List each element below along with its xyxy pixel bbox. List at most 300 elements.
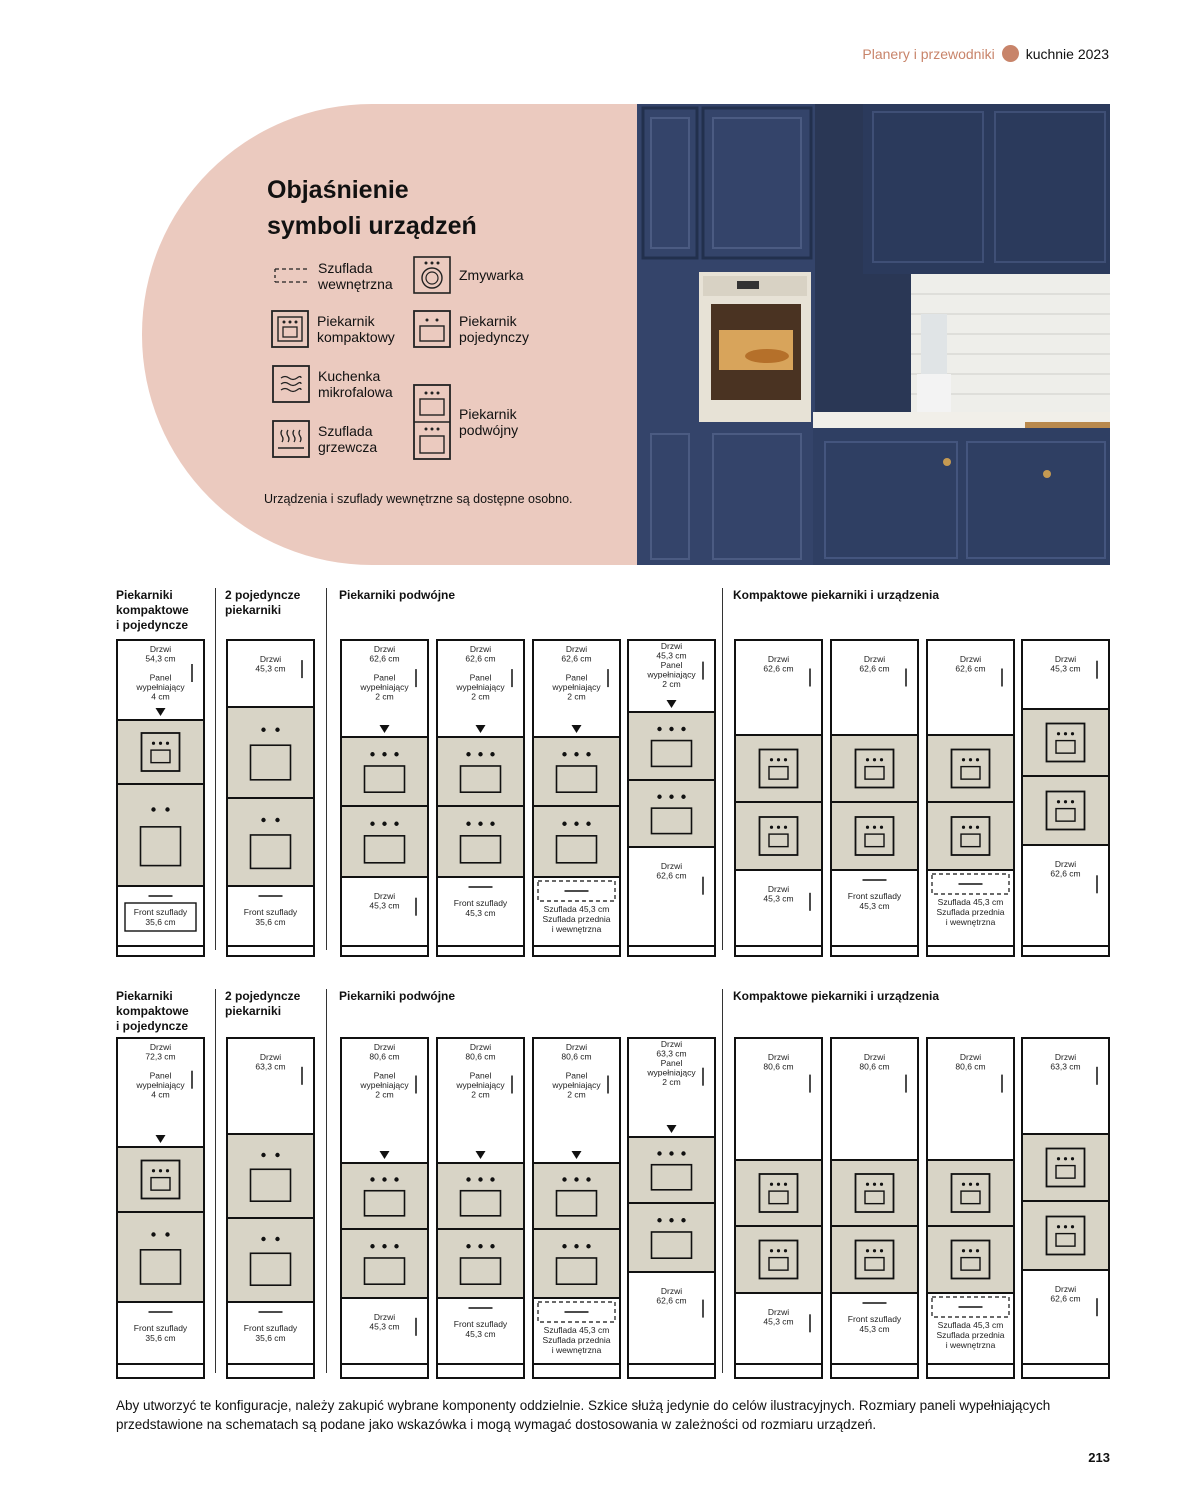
oven-knob bbox=[152, 742, 155, 745]
compact-oven-segment bbox=[117, 1147, 204, 1212]
oven-segment bbox=[227, 1134, 314, 1218]
heading-line: i pojedyncze bbox=[116, 1019, 189, 1033]
segment-label: wypełniający bbox=[647, 1067, 696, 1078]
oven-knob bbox=[159, 1169, 162, 1172]
oven-segment bbox=[533, 1163, 620, 1229]
section-heading-two-single bbox=[225, 588, 300, 618]
segment-label: Panel bbox=[660, 1058, 683, 1068]
segment-label: 62,6 cm bbox=[1050, 1293, 1081, 1304]
segment-label: Drzwi bbox=[767, 1052, 790, 1062]
oven-segment bbox=[341, 1163, 428, 1229]
segment-label: wypełniający bbox=[456, 682, 505, 692]
segment-label: i wewnętrzna bbox=[945, 1340, 996, 1350]
heading-line: kompaktowe bbox=[116, 1004, 189, 1018]
segment-label: 45,3 cm bbox=[369, 1321, 400, 1332]
oven-knob bbox=[784, 758, 787, 761]
legend-label: podwójny bbox=[459, 422, 519, 438]
segment-label: 62,6 cm bbox=[859, 663, 890, 674]
oven-knob bbox=[166, 742, 169, 745]
oven-knob bbox=[394, 822, 398, 826]
segment-label: Szuflada przednia bbox=[542, 914, 611, 924]
segment-label: 80,6 cm bbox=[561, 1051, 592, 1062]
section-title: Planery i przewodniki bbox=[862, 45, 995, 62]
segment-label: 45,3 cm bbox=[859, 1324, 890, 1334]
segment-label: Front szuflady bbox=[133, 1323, 188, 1333]
legend-label: mikrofalowa bbox=[318, 384, 393, 400]
compact-oven-segment bbox=[927, 802, 1014, 870]
section-dot bbox=[1002, 45, 1019, 62]
oven-segment bbox=[628, 1137, 715, 1203]
compact-oven-segment bbox=[831, 802, 918, 870]
legend-item-double-oven bbox=[413, 384, 518, 460]
compact-oven-segment bbox=[927, 735, 1014, 802]
section-divider bbox=[215, 989, 216, 1373]
oven-knob bbox=[261, 818, 265, 822]
section-divider bbox=[722, 989, 723, 1373]
segment-label: Panel bbox=[660, 660, 683, 670]
oven-knob bbox=[586, 822, 590, 826]
segment-label: Drzwi bbox=[767, 1307, 790, 1317]
segment-label: Szuflada przednia bbox=[542, 1335, 611, 1345]
segment-label: 4 cm bbox=[151, 1089, 170, 1100]
oven-segment bbox=[341, 1229, 428, 1298]
section-divider bbox=[326, 989, 327, 1373]
oven-knob bbox=[466, 822, 470, 826]
oven-knob bbox=[490, 1244, 494, 1248]
heading-line: i pojedyncze bbox=[116, 618, 189, 632]
segment-label: wypełniający bbox=[360, 682, 409, 692]
segment-label: 45,3 cm bbox=[859, 901, 890, 911]
cabinet-diagram bbox=[531, 638, 622, 958]
segment-label: Drzwi bbox=[1054, 654, 1077, 664]
oven-segment bbox=[533, 737, 620, 806]
cabinet-diagram bbox=[733, 638, 824, 958]
segment-label: 2 cm bbox=[567, 691, 586, 702]
segment-label: Drzwi bbox=[469, 644, 492, 654]
oven-knob bbox=[275, 1237, 279, 1241]
compact-oven-segment bbox=[735, 802, 822, 870]
oven-knob bbox=[574, 1177, 578, 1181]
oven-segment bbox=[533, 806, 620, 877]
oven-knob bbox=[669, 1151, 673, 1155]
oven-knob bbox=[1071, 1225, 1074, 1228]
legend-label: Piekarnik bbox=[317, 313, 375, 329]
segment-label: Drzwi bbox=[660, 1286, 683, 1296]
plinth bbox=[1022, 946, 1109, 956]
segment-label: 2 cm bbox=[662, 1077, 681, 1087]
segment-label: 35,6 cm bbox=[255, 1333, 286, 1343]
section-heading-compact-appliances: Kompaktowe piekarniki i urządzenia bbox=[733, 588, 940, 602]
plinth bbox=[927, 946, 1014, 956]
plinth bbox=[831, 1364, 918, 1378]
catalog-name: kuchnie 2023 bbox=[1025, 45, 1109, 62]
oven-knob bbox=[574, 752, 578, 756]
oven-knob bbox=[657, 727, 661, 731]
heading-line: 2 pojedyncze bbox=[225, 989, 301, 1003]
oven-knob bbox=[466, 1177, 470, 1181]
oven-knob bbox=[586, 752, 590, 756]
oven-knob bbox=[657, 1151, 661, 1155]
oven-knob bbox=[962, 1183, 965, 1186]
legend-item-warming-drawer bbox=[272, 420, 377, 458]
oven-knob bbox=[159, 742, 162, 745]
segment-label: 45,3 cm bbox=[465, 1329, 496, 1339]
segment-label: Drzwi bbox=[373, 644, 396, 654]
segment-label: Drzwi bbox=[959, 1052, 982, 1062]
segment-label: Front szuflady bbox=[243, 907, 298, 917]
oven-segment bbox=[437, 1163, 524, 1229]
oven-knob bbox=[1064, 732, 1067, 735]
oven-knob bbox=[770, 1249, 773, 1252]
heading-line: piekarniki bbox=[225, 603, 282, 617]
segment-label: Drzwi bbox=[863, 1052, 886, 1062]
segment-label: i wewnętrzna bbox=[551, 924, 602, 934]
cabinet-diagram bbox=[925, 1036, 1016, 1380]
oven-knob bbox=[586, 1177, 590, 1181]
compact-oven-segment bbox=[831, 1160, 918, 1226]
segment-label: wypełniający bbox=[136, 1080, 185, 1090]
segment-label: Drzwi bbox=[1054, 859, 1077, 869]
cabinet-diagram bbox=[531, 1036, 622, 1380]
cabinet-diagram bbox=[339, 1036, 430, 1380]
compact-oven-icon bbox=[271, 310, 309, 348]
segment-label: 63,3 cm bbox=[255, 1061, 286, 1072]
legend-title-line1: Objaśnienie bbox=[267, 176, 409, 204]
segment-label: Drzwi bbox=[660, 641, 683, 651]
plinth bbox=[117, 1364, 204, 1378]
plinth bbox=[437, 1364, 524, 1378]
compact-oven-segment bbox=[831, 1226, 918, 1293]
segment-label: 45,3 cm bbox=[1050, 663, 1081, 674]
compact-oven-segment bbox=[1022, 1134, 1109, 1201]
segment-label: Drzwi bbox=[469, 1042, 492, 1052]
section-divider bbox=[215, 588, 216, 950]
segment-label: 80,6 cm bbox=[859, 1061, 890, 1072]
oven-knob bbox=[1071, 1157, 1074, 1160]
plinth bbox=[437, 946, 524, 956]
segment-label: Front szuflady bbox=[453, 898, 508, 908]
section-heading-two-single bbox=[225, 989, 300, 1019]
segment-label: wypełniający bbox=[360, 1080, 409, 1090]
oven-knob bbox=[770, 1183, 773, 1186]
plinth bbox=[628, 946, 715, 956]
legend-label: Piekarnik bbox=[459, 313, 517, 329]
legend-label: Zmywarka bbox=[459, 267, 524, 283]
segment-label: Drzwi bbox=[1054, 1284, 1077, 1294]
kitchen-photo bbox=[637, 104, 1110, 565]
segment-label: 45,3 cm bbox=[656, 650, 687, 661]
segment-label: 35,6 cm bbox=[145, 1333, 176, 1343]
oven-knob bbox=[873, 1249, 876, 1252]
compact-oven-segment bbox=[1022, 709, 1109, 776]
oven-knob bbox=[394, 1244, 398, 1248]
oven-knob bbox=[681, 1151, 685, 1155]
door-segment bbox=[735, 1293, 822, 1364]
segment-label: 2 cm bbox=[471, 691, 490, 702]
cabinet-diagram bbox=[829, 638, 920, 958]
cabinet-diagram bbox=[225, 638, 316, 958]
oven-knob bbox=[382, 822, 386, 826]
segment-label: Drzwi bbox=[959, 654, 982, 664]
oven-knob bbox=[562, 1244, 566, 1248]
segment-label: 63,3 cm bbox=[1050, 1061, 1081, 1072]
segment-label: Drzwi bbox=[767, 884, 790, 894]
oven-knob bbox=[873, 758, 876, 761]
segment-label: Front szuflady bbox=[453, 1319, 508, 1329]
cabinet-diagram bbox=[626, 1036, 717, 1380]
segment-label: 45,3 cm bbox=[763, 1316, 794, 1327]
segment-label: 80,6 cm bbox=[763, 1061, 794, 1072]
segment-label: 62,6 cm bbox=[955, 663, 986, 674]
oven-knob bbox=[681, 727, 685, 731]
compact-oven-segment bbox=[735, 1160, 822, 1226]
legend-item-microwave bbox=[272, 365, 393, 403]
segment-label: Panel bbox=[565, 672, 588, 683]
oven-knob bbox=[490, 752, 494, 756]
segment-label: 72,3 cm bbox=[145, 1051, 176, 1062]
section-heading-compact-single bbox=[116, 588, 189, 633]
oven-knob bbox=[562, 822, 566, 826]
section-divider bbox=[722, 588, 723, 950]
oven-knob bbox=[777, 1249, 780, 1252]
oven-knob bbox=[669, 795, 673, 799]
oven-knob bbox=[1057, 800, 1060, 803]
oven-knob bbox=[151, 807, 155, 811]
segment-label: 35,6 cm bbox=[255, 917, 286, 927]
segment-label: Front szuflady bbox=[847, 891, 902, 901]
oven-knob bbox=[770, 826, 773, 829]
plinth bbox=[227, 1364, 314, 1378]
oven-segment bbox=[628, 712, 715, 780]
oven-knob bbox=[669, 1218, 673, 1222]
segment-label: 2 cm bbox=[375, 1089, 394, 1100]
oven-knob bbox=[166, 1169, 169, 1172]
segment-label: 62,6 cm bbox=[561, 653, 592, 664]
compact-oven-segment bbox=[927, 1160, 1014, 1226]
segment-label: 54,3 cm bbox=[145, 653, 176, 664]
segment-label: Drzwi bbox=[259, 654, 282, 664]
footnote: Aby utworzyć te konfiguracje, należy zakupić wybrane komponenty oddzielnie. Szkice służą jedynie do celów ilustracyjnych. Rozmiary paneli wypełniających przedstawione na schematach są podane jako wskazówka i mogą wymagać dostosowania w zależności od rozmiaru urządzeń. bbox=[116, 1398, 1051, 1432]
oven-knob bbox=[1064, 1157, 1067, 1160]
heading-line: 2 pojedyncze bbox=[225, 588, 301, 602]
cabinet-diagram bbox=[626, 638, 717, 958]
oven-knob bbox=[681, 795, 685, 799]
section-heading-double: Piekarniki podwójne bbox=[339, 989, 456, 1003]
oven-knob bbox=[1057, 1157, 1060, 1160]
section-heading-double: Piekarniki podwójne bbox=[339, 588, 456, 602]
segment-label: Drzwi bbox=[1054, 1052, 1077, 1062]
plinth bbox=[341, 1364, 428, 1378]
oven-knob bbox=[777, 1183, 780, 1186]
legend-label: kompaktowy bbox=[317, 329, 395, 345]
plinth bbox=[735, 1364, 822, 1378]
oven-knob bbox=[681, 1218, 685, 1222]
compact-oven-segment bbox=[735, 1226, 822, 1293]
plinth bbox=[735, 946, 822, 956]
segment-label: Panel bbox=[373, 1070, 396, 1081]
oven-knob bbox=[873, 1183, 876, 1186]
oven-knob bbox=[394, 1177, 398, 1181]
cabinet-diagram bbox=[1020, 1036, 1111, 1380]
door-segment bbox=[1022, 640, 1109, 709]
oven-knob bbox=[1057, 1225, 1060, 1228]
compact-oven-segment bbox=[117, 720, 204, 784]
segment-label: 62,6 cm bbox=[1050, 868, 1081, 879]
door-segment bbox=[341, 877, 428, 946]
oven-knob bbox=[962, 826, 965, 829]
cabinet-diagram bbox=[1020, 638, 1111, 958]
legend-note: Urządzenia i szuflady wewnętrzne są dostępne osobno. bbox=[264, 492, 573, 506]
segment-label: Front szuflady bbox=[133, 907, 188, 917]
heading-line: Piekarniki bbox=[116, 989, 173, 1003]
oven-knob bbox=[152, 1169, 155, 1172]
oven-knob bbox=[478, 752, 482, 756]
page-number: 213 bbox=[1088, 1450, 1110, 1465]
segment-label: 2 cm bbox=[567, 1089, 586, 1100]
segment-label: Szuflada 45,3 cm bbox=[937, 1320, 1004, 1330]
segment-label: Panel bbox=[469, 672, 492, 683]
oven-segment bbox=[117, 1212, 204, 1302]
oven-knob bbox=[165, 807, 169, 811]
cabinet-diagram bbox=[733, 1036, 824, 1380]
legend-label: grzewcza bbox=[318, 439, 378, 455]
warming-drawer-icon bbox=[272, 420, 310, 458]
segment-label: wypełniający bbox=[647, 669, 696, 680]
segment-label: wypełniający bbox=[552, 682, 601, 692]
legend-title bbox=[267, 172, 477, 244]
oven-knob bbox=[976, 826, 979, 829]
segment-label: 4 cm bbox=[151, 691, 170, 702]
oven-knob bbox=[466, 1244, 470, 1248]
oven-knob bbox=[370, 752, 374, 756]
oven-knob bbox=[478, 822, 482, 826]
segment-label: 62,6 cm bbox=[763, 663, 794, 674]
segment-label: 45,3 cm bbox=[465, 908, 496, 918]
oven-knob bbox=[976, 758, 979, 761]
segment-label: Drzwi bbox=[565, 1042, 588, 1052]
cabinet-diagram bbox=[115, 638, 206, 958]
oven-knob bbox=[880, 1249, 883, 1252]
segment-label: Panel bbox=[373, 672, 396, 683]
plinth bbox=[227, 946, 314, 956]
cabinet-diagram bbox=[339, 638, 430, 958]
segment-label: Szuflada 45,3 cm bbox=[937, 897, 1004, 907]
oven-knob bbox=[784, 1249, 787, 1252]
legend-label: wewnętrzna bbox=[318, 276, 393, 292]
segment-label: Drzwi bbox=[565, 644, 588, 654]
segment-label: Panel bbox=[565, 1070, 588, 1081]
legend-label: Kuchenka bbox=[318, 368, 381, 384]
oven-knob bbox=[657, 795, 661, 799]
oven-knob bbox=[562, 1177, 566, 1181]
oven-segment bbox=[437, 806, 524, 877]
oven-knob bbox=[866, 1249, 869, 1252]
compact-oven-segment bbox=[831, 735, 918, 802]
oven-knob bbox=[962, 758, 965, 761]
oven-knob bbox=[466, 752, 470, 756]
oven-knob bbox=[370, 822, 374, 826]
microwave-icon bbox=[272, 365, 310, 403]
oven-knob bbox=[669, 727, 673, 731]
oven-knob bbox=[770, 758, 773, 761]
oven-segment bbox=[117, 784, 204, 886]
oven-knob bbox=[777, 758, 780, 761]
segment-label: 45,3 cm bbox=[763, 893, 794, 904]
single-oven-icon bbox=[413, 310, 451, 348]
oven-knob bbox=[1064, 1225, 1067, 1228]
oven-knob bbox=[873, 826, 876, 829]
cabinet-diagram bbox=[435, 1036, 526, 1380]
segment-label: 62,6 cm bbox=[369, 653, 400, 664]
oven-knob bbox=[880, 826, 883, 829]
oven-segment bbox=[227, 798, 314, 886]
legend-label: Piekarnik bbox=[459, 406, 517, 422]
segment-label: i wewnętrzna bbox=[945, 917, 996, 927]
oven-knob bbox=[866, 1183, 869, 1186]
oven-knob bbox=[275, 818, 279, 822]
legend-item-compact-oven bbox=[271, 310, 395, 348]
legend-item-inner-drawer bbox=[272, 257, 393, 295]
segment-label: 62,6 cm bbox=[656, 870, 687, 881]
oven-knob bbox=[969, 826, 972, 829]
oven-knob bbox=[969, 1183, 972, 1186]
oven-knob bbox=[1071, 732, 1074, 735]
segment-label: 80,6 cm bbox=[465, 1051, 496, 1062]
oven-knob bbox=[261, 728, 265, 732]
legend-item-single-oven bbox=[413, 310, 529, 348]
cabinet-diagram bbox=[225, 1036, 316, 1380]
oven-segment bbox=[628, 1203, 715, 1272]
cabinet-diagram bbox=[115, 1036, 206, 1380]
segment-label: Szuflada przednia bbox=[936, 907, 1005, 917]
oven-knob bbox=[275, 1153, 279, 1157]
oven-knob bbox=[490, 822, 494, 826]
oven-knob bbox=[370, 1244, 374, 1248]
cabinet-diagram bbox=[435, 638, 526, 958]
plinth bbox=[1022, 1364, 1109, 1378]
compact-oven-segment bbox=[1022, 1201, 1109, 1270]
oven-knob bbox=[370, 1177, 374, 1181]
oven-knob bbox=[275, 728, 279, 732]
oven-knob bbox=[962, 1249, 965, 1252]
plinth bbox=[628, 1364, 715, 1378]
segment-label: Drzwi bbox=[373, 1312, 396, 1322]
segment-label: 35,6 cm bbox=[145, 917, 176, 927]
plinth bbox=[533, 1364, 620, 1378]
dishwasher-icon bbox=[413, 256, 451, 294]
door-segment bbox=[227, 640, 314, 707]
inner-drawer-icon bbox=[272, 257, 310, 295]
oven-segment bbox=[437, 1229, 524, 1298]
oven-knob bbox=[880, 758, 883, 761]
oven-knob bbox=[261, 1153, 265, 1157]
plinth bbox=[533, 946, 620, 956]
oven-knob bbox=[382, 1244, 386, 1248]
segment-label: Drzwi bbox=[373, 891, 396, 901]
oven-knob bbox=[784, 1183, 787, 1186]
segment-label: Front szuflady bbox=[847, 1314, 902, 1324]
segment-label: Drzwi bbox=[149, 644, 172, 654]
plinth bbox=[117, 946, 204, 956]
segment-label: 80,6 cm bbox=[955, 1061, 986, 1072]
segment-label: 2 cm bbox=[662, 679, 681, 689]
segment-label: Panel bbox=[149, 1070, 172, 1081]
oven-knob bbox=[382, 752, 386, 756]
segment-label: 2 cm bbox=[375, 691, 394, 702]
oven-knob bbox=[574, 822, 578, 826]
segment-label: 45,3 cm bbox=[255, 663, 286, 674]
oven-segment bbox=[628, 780, 715, 847]
